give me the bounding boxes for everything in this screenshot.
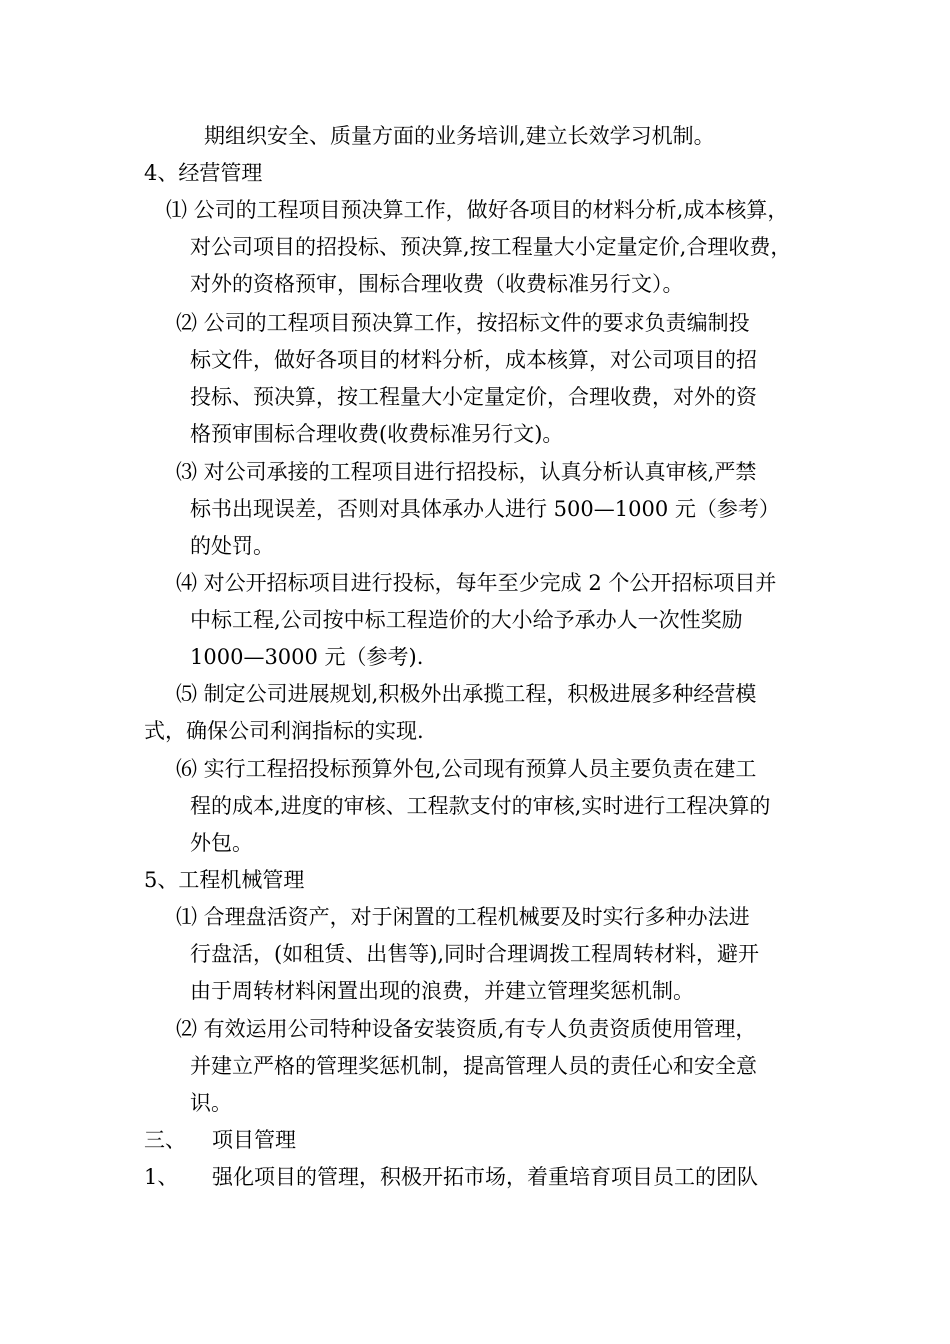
text-line: 标书出现误差，否则对具体承办人进行 500—1000 元（参考） [190, 497, 780, 521]
text-line: 行盘活，(如租赁、出售等),同时合理调拨工程周转材料，避开 [190, 942, 760, 966]
text-line: 1000—3000 元（参考). [190, 645, 424, 669]
text-line: ⑵ 有效运用公司特种设备安装资质,有专人负责资质使用管理， [176, 1017, 757, 1041]
text-line: 投标、预决算，按工程量大小定量定价，合理收费，对外的资 [190, 385, 757, 409]
text-line: 对公司项目的招投标、预决算,按工程量大小定量定价,合理收费， [190, 235, 792, 259]
item-number-1: 1、 [144, 1165, 179, 1189]
text-line: 对外的资格预审，围标合理收费（收费标准另行文）。 [190, 272, 684, 296]
text-line: 式，确保公司利润指标的实现. [144, 719, 424, 743]
item-text-1: 强化项目的管理，积极开拓市场，着重培育项目员工的团队 [212, 1165, 758, 1189]
text-line: 程的成本,进度的审核、工程款支付的审核,实时进行工程决算的 [190, 794, 771, 818]
text-line: 的处罚。 [190, 534, 274, 558]
text-line: ⑴ 公司的工程项目预决算工作，做好各项目的材料分析,成本核算， [166, 198, 789, 222]
section-title-3: 项目管理 [212, 1128, 296, 1152]
text-line: ⑴ 合理盘活资产，对于闲置的工程机械要及时实行多种办法进 [176, 905, 750, 929]
text-line: 并建立严格的管理奖惩机制，提高管理人员的责任心和安全意 [190, 1054, 757, 1078]
text-line: 识。 [190, 1091, 232, 1115]
text-line: 格预审围标合理收费(收费标准另行文)。 [190, 422, 564, 446]
text-line: ⑷ 对公开招标项目进行投标，每年至少完成 2 个公开招标项目并 [176, 571, 777, 595]
text-line: ⑵ 公司的工程项目预决算工作，按招标文件的要求负责编制投 [176, 311, 750, 335]
text-line: ⑶ 对公司承接的工程项目进行招投标，认真分析认真审核,严禁 [176, 460, 757, 484]
text-line: ⑸ 制定公司进展规划,积极外出承揽工程，积极进展多种经营模 [176, 682, 757, 706]
text-line: 由于周转材料闲置出现的浪费，并建立管理奖惩机制。 [190, 979, 694, 1003]
text-line: 中标工程,公司按中标工程造价的大小给予承办人一次性奖励 [190, 608, 743, 632]
text-line: 外包。 [190, 831, 253, 855]
section-heading-5: 5、工程机械管理 [144, 868, 305, 892]
section-heading-4: 4、经营管理 [144, 161, 263, 185]
text-line: ⑹ 实行工程招投标预算外包,公司现有预算人员主要负责在建工 [176, 757, 757, 781]
text-line: 标文件，做好各项目的材料分析，成本核算，对公司项目的招 [190, 348, 757, 372]
section-number-3: 三、 [144, 1128, 186, 1152]
text-line: 期组织安全、质量方面的业务培训,建立长效学习机制。 [204, 124, 715, 148]
